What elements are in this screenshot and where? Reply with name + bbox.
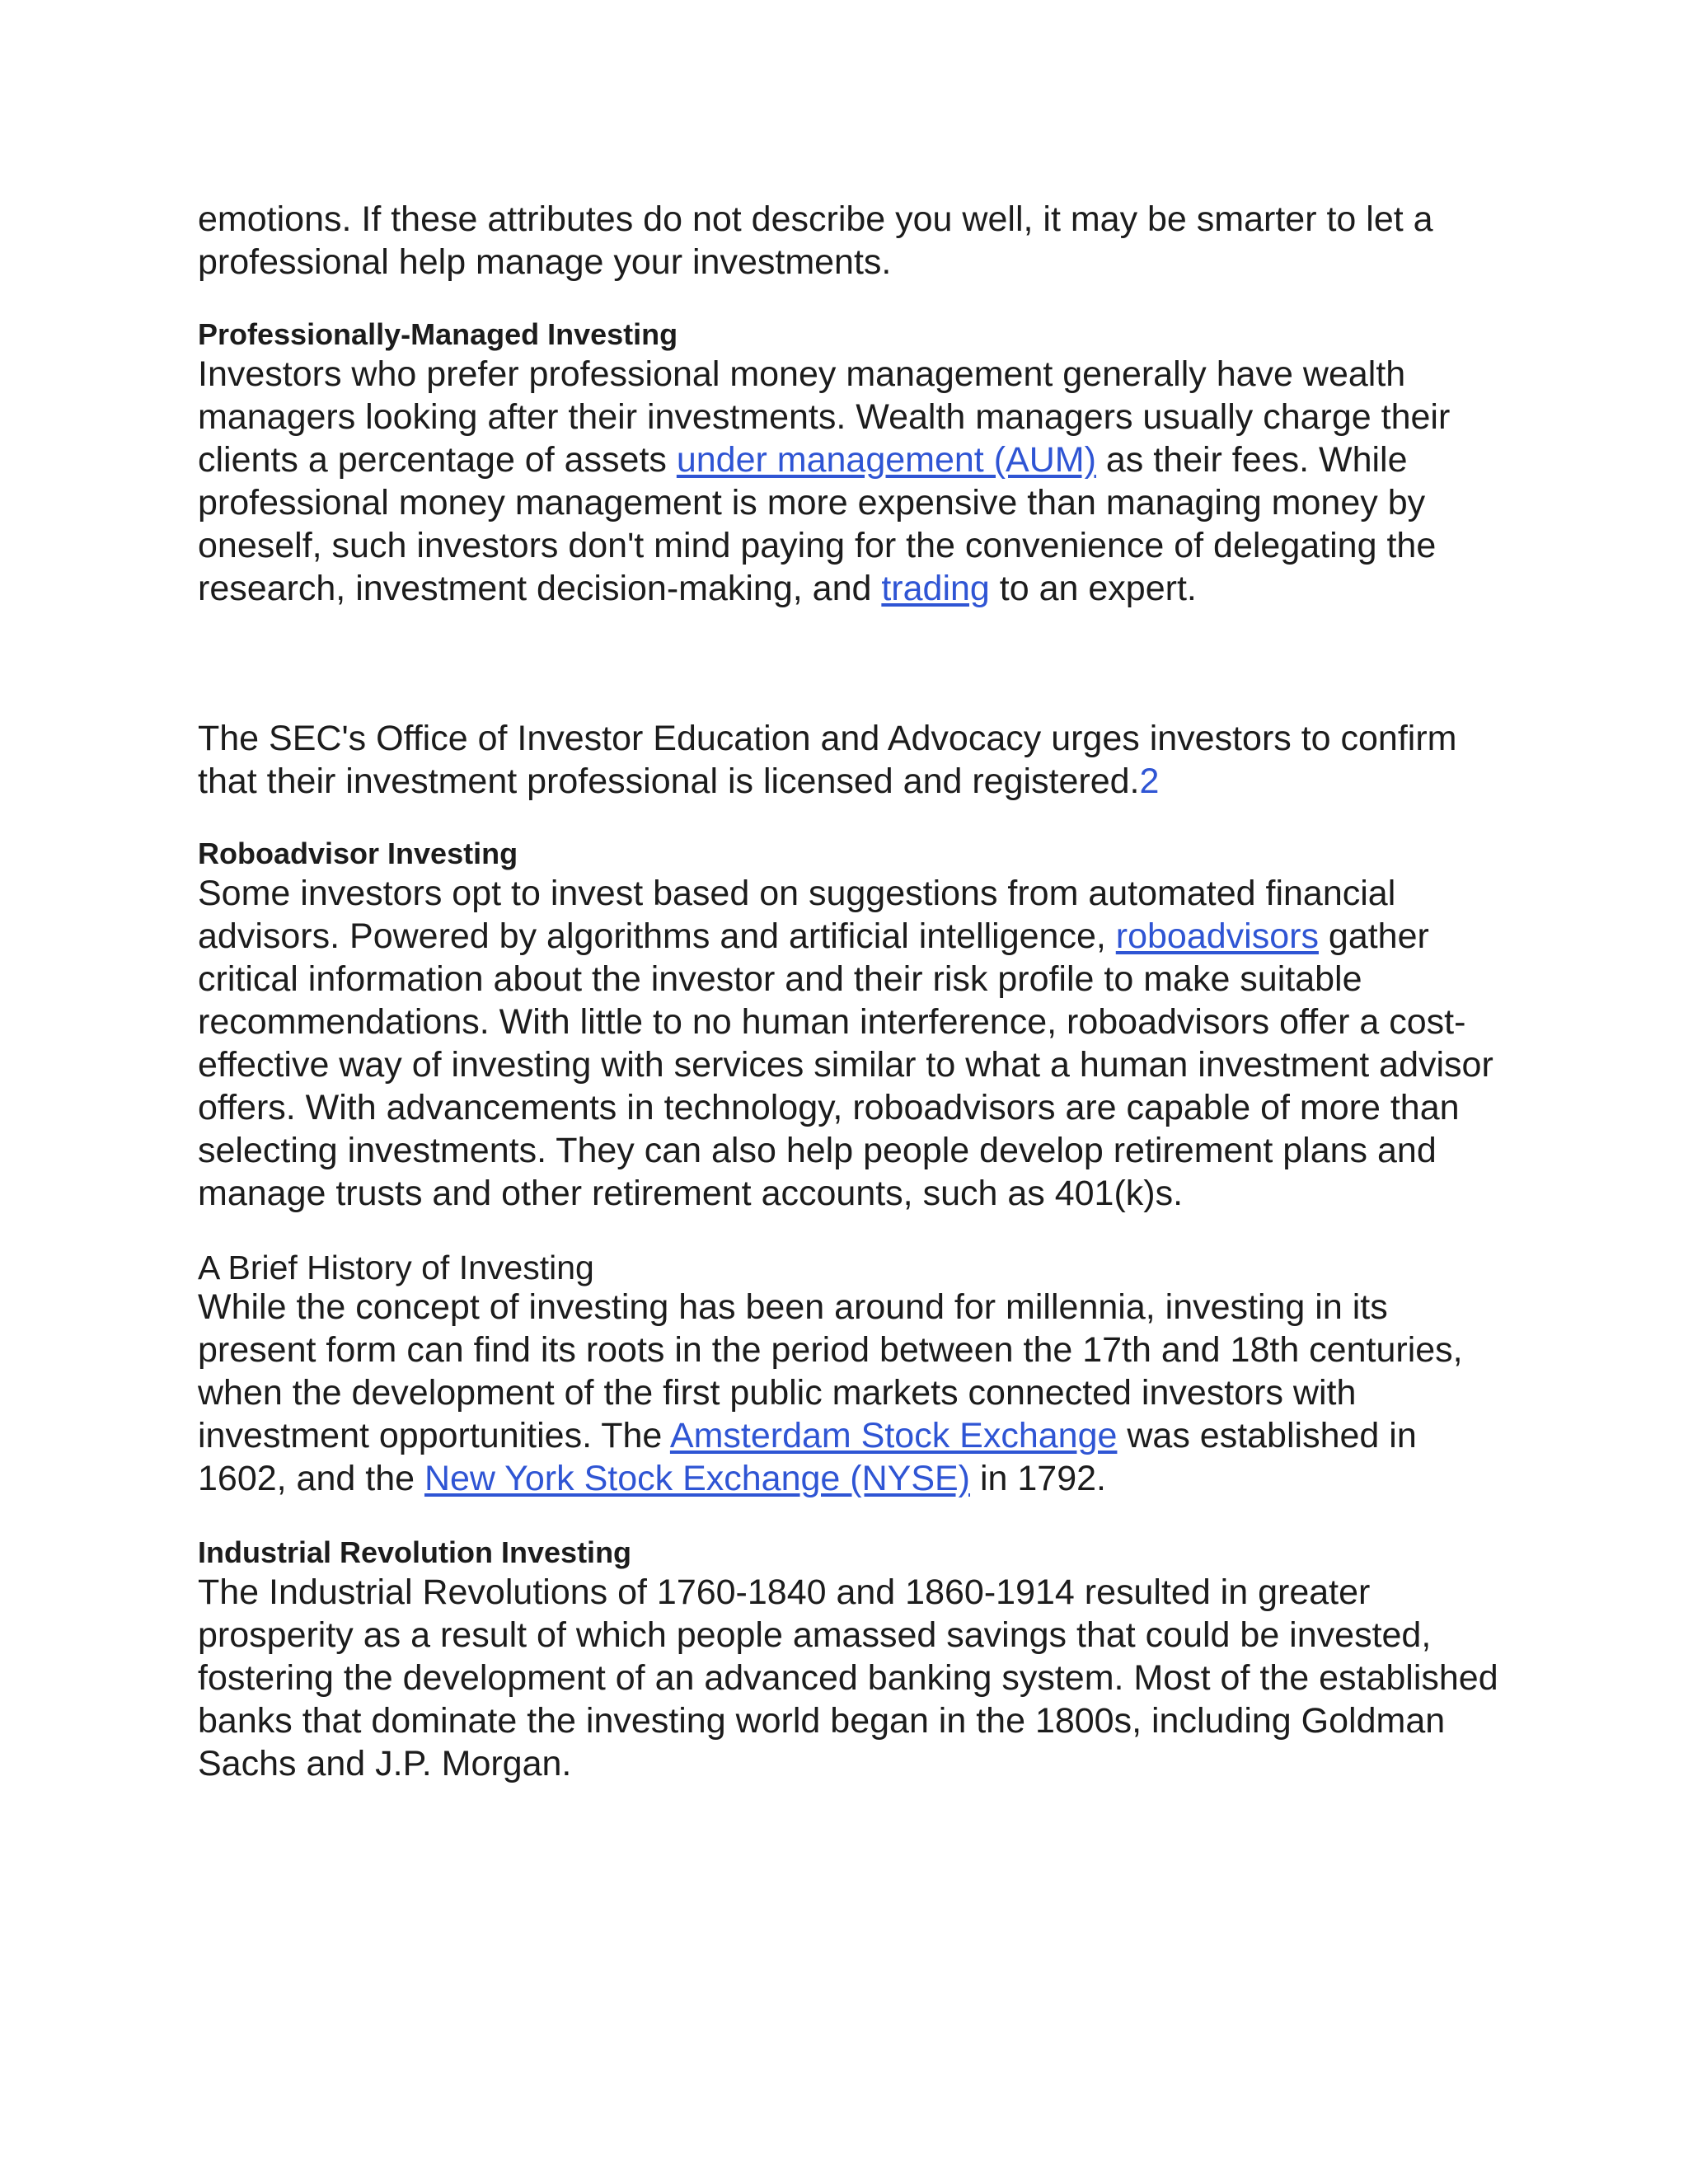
intro-text: emotions. If these attributes do not describe you well, it may be smarter to let a professional help manage your investments.	[198, 199, 1433, 282]
sec-paragraph	[198, 717, 1500, 803]
document-page	[198, 198, 1500, 1785]
history-paragraph	[198, 1286, 1500, 1500]
intro-paragraph	[198, 198, 1500, 284]
heading-roboadvisor-investing: Roboadvisor Investing	[198, 837, 518, 870]
link-new-york-stock-exchange[interactable]: New York Stock Exchange (NYSE)	[424, 1459, 970, 1498]
roboadvisor-paragraph	[198, 872, 1500, 1215]
link-roboadvisors[interactable]: roboadvisors	[1115, 916, 1319, 956]
industrial-text: The Industrial Revolutions of 1760-1840 and 1860-1914 resulted in greater prosperity as a result of which people amassed savings that could be invested, fostering the development of an advanced banking system. Most of the established banks that dominate the investing world began in the 1800s, including Goldman Sachs and J.P. Morgan.	[198, 1572, 1498, 1783]
pro-text-2: as their fees. While professional money management is more expensive than managing money by oneself, such investors don't mind paying for the convenience of delegating the research, investment decision-making, and	[198, 440, 1437, 608]
professionally-managed-paragraph	[198, 353, 1500, 610]
link-trading[interactable]: trading	[881, 569, 990, 608]
robo-text-1: Some investors opt to invest based on suggestions from automated financial advisors. Powered by algorithms and artificial intelligence,	[198, 874, 1396, 956]
heading-brief-history: A Brief History of Investing	[198, 1249, 594, 1286]
link-under-management-aum[interactable]: under management (AUM)	[676, 440, 1096, 480]
pro-text-3: to an expert.	[989, 569, 1197, 608]
history-text-3: in 1792.	[970, 1459, 1106, 1498]
citation-ref-2[interactable]: 2	[1139, 762, 1160, 801]
link-amsterdam-stock-exchange[interactable]: Amsterdam Stock Exchange	[669, 1416, 1118, 1455]
heading-industrial-revolution: Industrial Revolution Investing	[198, 1535, 632, 1569]
industrial-paragraph	[198, 1571, 1500, 1785]
history-text-2: was established in 1602, and the	[198, 1416, 1417, 1498]
sec-text: The SEC's Office of Investor Education and Advocacy urges investors to confirm that their investment professional is licensed and registered.	[198, 719, 1457, 801]
pro-text-1: Investors who prefer professional money management generally have wealth managers looking after their investments. Wealth managers usually charge their clients a percentage of assets	[198, 354, 1451, 480]
heading-professionally-managed: Professionally-Managed Investing	[198, 317, 678, 351]
robo-text-2: gather critical information about the investor and their risk profile to make suitable recommendations. With little to no human interference, roboadvisors offer a cost-effective way of investing with services similar to what a human investment advisor offers. With advancements in technology, roboadvisors are capable of more than selecting investments. They can also help people develop retirement plans and manage trusts and other retirement accounts, such as 401(k)s.	[198, 916, 1493, 1213]
history-text-1: While the concept of investing has been around for millennia, investing in its present form can find its roots in the period between the 17th and 18th centuries, when the development of the first public markets connected investors with investment opportunities. The	[198, 1287, 1463, 1455]
